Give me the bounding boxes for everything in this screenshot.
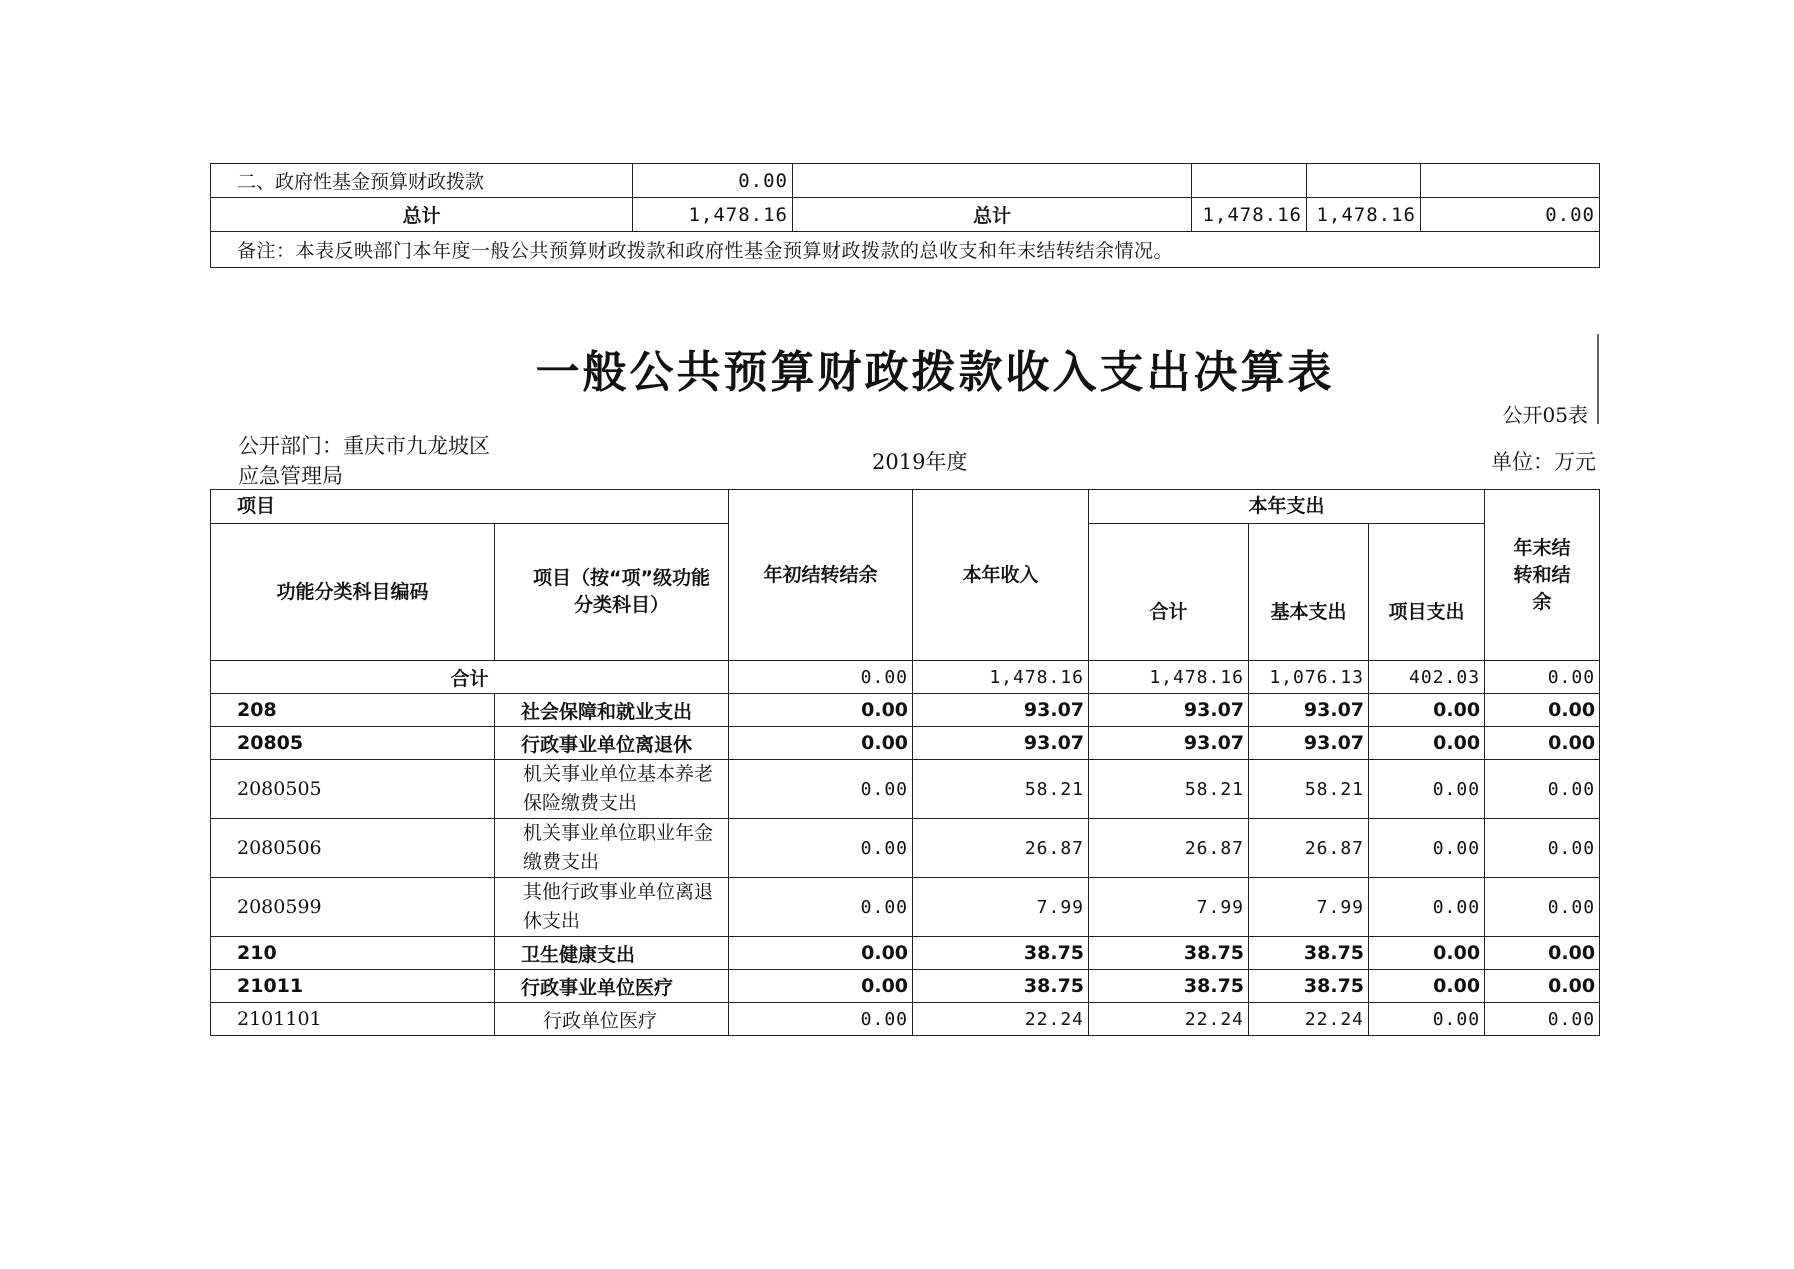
table-row <box>211 727 1600 760</box>
exp-project-value: 0.00 <box>1369 970 1485 1003</box>
table-row <box>211 760 1600 819</box>
page-title: 一般公共预算财政拨款收入支出决算表 <box>535 347 1335 398</box>
name-cell: 社会保障和就业支出 <box>495 694 729 727</box>
code-cell: 210 <box>211 937 495 970</box>
income-value: 38.75 <box>913 937 1089 970</box>
income-value: 0.00 <box>633 164 793 198</box>
exp-project-value: 402.03 <box>1369 661 1485 694</box>
header-exp-basic: 基本支出 <box>1249 524 1369 661</box>
opening-value: 0.00 <box>729 727 913 760</box>
exp-basic-value: 38.75 <box>1249 970 1369 1003</box>
header-code: 功能分类科目编码 <box>211 524 495 661</box>
name-cell: 行政事业单位离退休 <box>495 727 729 760</box>
closing-value: 0.00 <box>1485 727 1600 760</box>
header-item: 项目 <box>211 490 729 524</box>
exp-basic-value: 22.24 <box>1249 1003 1369 1036</box>
name-cell: 机关事业单位职业年金缴费支出 <box>495 819 729 878</box>
header-row <box>211 490 1600 524</box>
opening-value: 0.00 <box>729 937 913 970</box>
closing-value: 0.00 <box>1485 661 1600 694</box>
exp-basic-value: 26.87 <box>1249 819 1369 878</box>
expense-project <box>1421 164 1600 198</box>
code-cell: 2080506 <box>211 819 495 878</box>
code-cell: 2101101 <box>211 1003 495 1036</box>
closing-value: 0.00 <box>1485 819 1600 878</box>
expense-label <box>793 164 1192 198</box>
income-value: 26.87 <box>913 819 1089 878</box>
exp-project-value: 0.00 <box>1369 727 1485 760</box>
exp-total-value: 93.07 <box>1089 727 1249 760</box>
header-expense: 本年支出 <box>1089 490 1485 524</box>
exp-basic-value: 1,076.13 <box>1249 661 1369 694</box>
income-value: 1,478.16 <box>633 198 793 232</box>
name-cell: 行政单位医疗 <box>495 1003 729 1036</box>
row-label: 总计 <box>211 198 633 232</box>
expense-basic <box>1307 164 1421 198</box>
expense-total: 1,478.16 <box>1192 198 1307 232</box>
opening-value: 0.00 <box>729 970 913 1003</box>
table-note: 备注：本表反映部门本年度一般公共预算财政拨款和政府性基金预算财政拨款的总收支和年末结转结余情况。 <box>211 232 1600 268</box>
income-value: 1,478.16 <box>913 661 1089 694</box>
table-row <box>211 937 1600 970</box>
table-row <box>211 1003 1600 1036</box>
closing-value: 0.00 <box>1485 1003 1600 1036</box>
code-cell: 2080505 <box>211 760 495 819</box>
opening-value: 0.00 <box>729 1003 913 1036</box>
row-label: 二、政府性基金预算财政拨款 <box>211 164 633 198</box>
header-closing: 年末结转和结余 <box>1485 490 1600 661</box>
expense-total <box>1192 164 1307 198</box>
closing-value: 0.00 <box>1485 878 1600 937</box>
previous-table <box>210 163 1600 268</box>
closing-value: 0.00 <box>1485 937 1600 970</box>
table-row <box>211 970 1600 1003</box>
opening-value: 0.00 <box>729 878 913 937</box>
header-opening: 年初结转结余 <box>729 490 913 661</box>
table-row <box>211 878 1600 937</box>
income-value: 93.07 <box>913 727 1089 760</box>
exp-basic-value: 93.07 <box>1249 694 1369 727</box>
code-cell: 20805 <box>211 727 495 760</box>
fiscal-year: 2019年度 <box>872 450 968 474</box>
exp-basic-value: 58.21 <box>1249 760 1369 819</box>
exp-basic-value: 93.07 <box>1249 727 1369 760</box>
opening-value: 0.00 <box>729 661 913 694</box>
exp-total-value: 26.87 <box>1089 819 1249 878</box>
exp-total-value: 38.75 <box>1089 937 1249 970</box>
income-value: 58.21 <box>913 760 1089 819</box>
exp-project-value: 0.00 <box>1369 760 1485 819</box>
exp-project-value: 0.00 <box>1369 937 1485 970</box>
exp-total-value: 22.24 <box>1089 1003 1249 1036</box>
income-value: 7.99 <box>913 878 1089 937</box>
opening-value: 0.00 <box>729 819 913 878</box>
name-cell: 机关事业单位基本养老保险缴费支出 <box>495 760 729 819</box>
table-row <box>211 819 1600 878</box>
income-value: 22.24 <box>913 1003 1089 1036</box>
exp-total-value: 38.75 <box>1089 970 1249 1003</box>
total-row <box>211 661 1600 694</box>
closing-value: 0.00 <box>1485 760 1600 819</box>
expense-project: 0.00 <box>1421 198 1600 232</box>
code-cell: 21011 <box>211 970 495 1003</box>
code-cell: 208 <box>211 694 495 727</box>
table-row <box>211 694 1600 727</box>
closing-value: 0.00 <box>1485 694 1600 727</box>
budget-table <box>210 489 1600 1036</box>
unit-label: 单位：万元 <box>1491 450 1596 474</box>
exp-project-value: 0.00 <box>1369 878 1485 937</box>
opening-value: 0.00 <box>729 760 913 819</box>
form-number: 公开05表 <box>1502 403 1588 427</box>
header-name: 项目（按“项”级功能分类科目） <box>495 524 729 661</box>
divider <box>1597 334 1599 424</box>
exp-total-value: 93.07 <box>1089 694 1249 727</box>
closing-value: 0.00 <box>1485 970 1600 1003</box>
expense-label: 总计 <box>793 198 1192 232</box>
exp-project-value: 0.00 <box>1369 819 1485 878</box>
expense-basic: 1,478.16 <box>1307 198 1421 232</box>
code-cell: 2080599 <box>211 878 495 937</box>
table-row <box>211 232 1600 268</box>
header-income: 本年收入 <box>913 490 1089 661</box>
opening-value: 0.00 <box>729 694 913 727</box>
name-cell: 行政事业单位医疗 <box>495 970 729 1003</box>
exp-total-value: 7.99 <box>1089 878 1249 937</box>
exp-total-value: 58.21 <box>1089 760 1249 819</box>
exp-project-value: 0.00 <box>1369 694 1485 727</box>
exp-basic-value: 7.99 <box>1249 878 1369 937</box>
name-cell: 卫生健康支出 <box>495 937 729 970</box>
table-row <box>211 164 1600 198</box>
header-exp-total: 合计 <box>1089 524 1249 661</box>
header-exp-project: 项目支出 <box>1369 524 1485 661</box>
department-label: 公开部门：重庆市九龙坡区应急管理局 <box>238 434 490 488</box>
income-value: 38.75 <box>913 970 1089 1003</box>
name-cell: 其他行政事业单位离退休支出 <box>495 878 729 937</box>
income-value: 93.07 <box>913 694 1089 727</box>
table-row <box>211 198 1600 232</box>
total-label: 合计 <box>211 661 729 694</box>
exp-project-value: 0.00 <box>1369 1003 1485 1036</box>
exp-basic-value: 38.75 <box>1249 937 1369 970</box>
exp-total-value: 1,478.16 <box>1089 661 1249 694</box>
